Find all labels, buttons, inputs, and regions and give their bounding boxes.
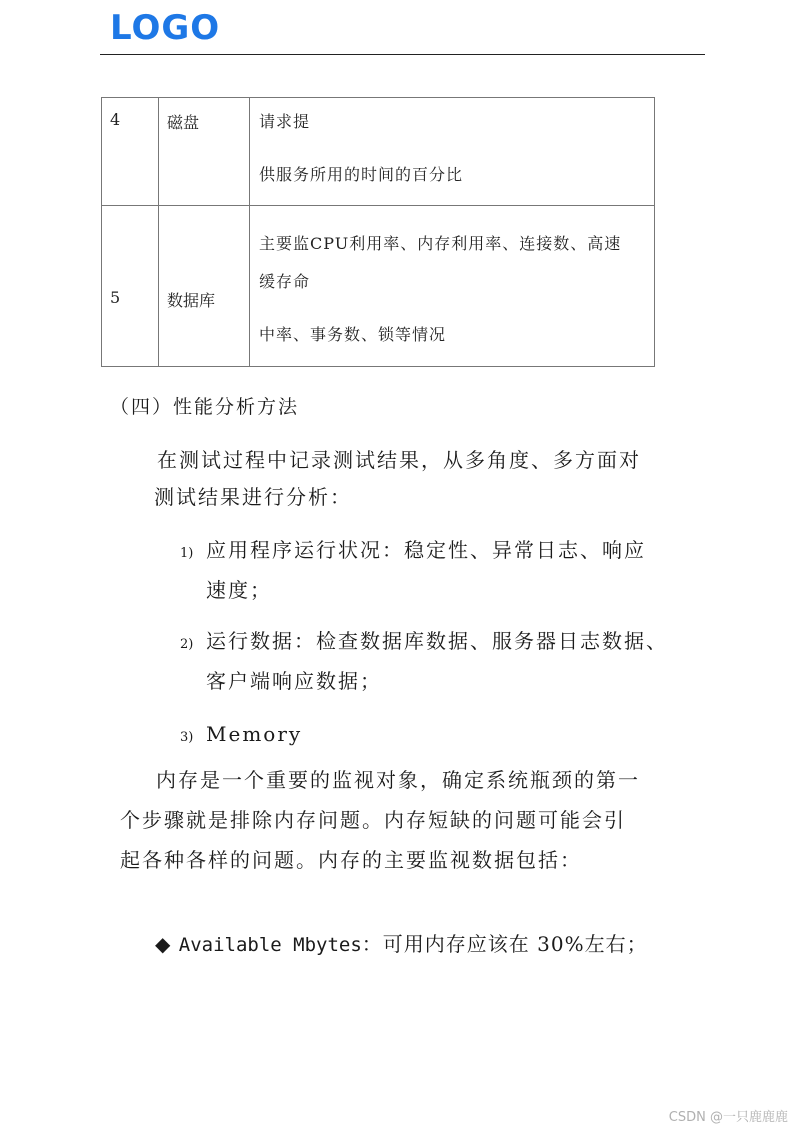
text-line: Memory — [206, 722, 303, 746]
metric-desc-line: 供服务所用的时间的百分比 — [259, 165, 464, 184]
table-row — [102, 98, 655, 206]
bullet-text: ：可用内存应该在 30%左右； — [361, 932, 648, 956]
text-line: 速度； — [206, 578, 272, 602]
memory-paragraph — [120, 760, 710, 880]
section-title: （四）性能分析方法 — [110, 396, 300, 418]
diamond-bullet-icon: ◆ — [155, 932, 172, 956]
metric-desc-line: 主要监CPU利用率、内存利用率、连接数、高速 — [259, 234, 622, 253]
metric-desc-line: 请求提 — [259, 112, 311, 131]
bullet-term: Available Mbytes — [178, 934, 362, 956]
metric-name: 数据库 — [167, 291, 216, 310]
table-row — [102, 206, 655, 367]
item-number: 2) — [180, 637, 194, 652]
intro-paragraph — [154, 442, 717, 516]
list-item — [180, 623, 740, 700]
metric-desc-line: 缓存命 — [259, 272, 311, 291]
text-line: 个步骤就是排除内存问题。内存短缺的问题可能会引 — [120, 808, 626, 832]
metrics-table — [101, 97, 655, 367]
text-line: 内存是一个重要的监视对象，确定系统瓶颈的第一 — [156, 768, 640, 792]
logo: LOGO — [110, 8, 221, 48]
item-number: 3) — [180, 730, 194, 745]
text-line: 运行数据：检查数据库数据、服务器日志数据、 — [206, 629, 668, 653]
text-line: 应用程序运行状况：稳定性、异常日志、响应 — [206, 538, 646, 562]
text-line: 客户端响应数据； — [206, 669, 382, 693]
bullet-item — [155, 928, 648, 957]
text-line: 测试结果进行分析： — [154, 485, 352, 509]
list-item — [180, 716, 740, 756]
item-number: 1) — [180, 546, 194, 561]
row-number: 4 — [110, 110, 121, 129]
metric-name: 磁盘 — [167, 113, 200, 132]
text-line: 在测试过程中记录测试结果，从多角度、多方面对 — [157, 448, 641, 472]
text-line: 起各种各样的问题。内存的主要监视数据包括： — [120, 848, 582, 872]
row-number: 5 — [110, 288, 121, 307]
list-item — [180, 532, 740, 609]
watermark: CSDN @一只鹿鹿鹿 — [668, 1110, 788, 1125]
metric-desc-line: 中率、事务数、锁等情况 — [259, 325, 447, 344]
header-divider — [100, 54, 705, 55]
